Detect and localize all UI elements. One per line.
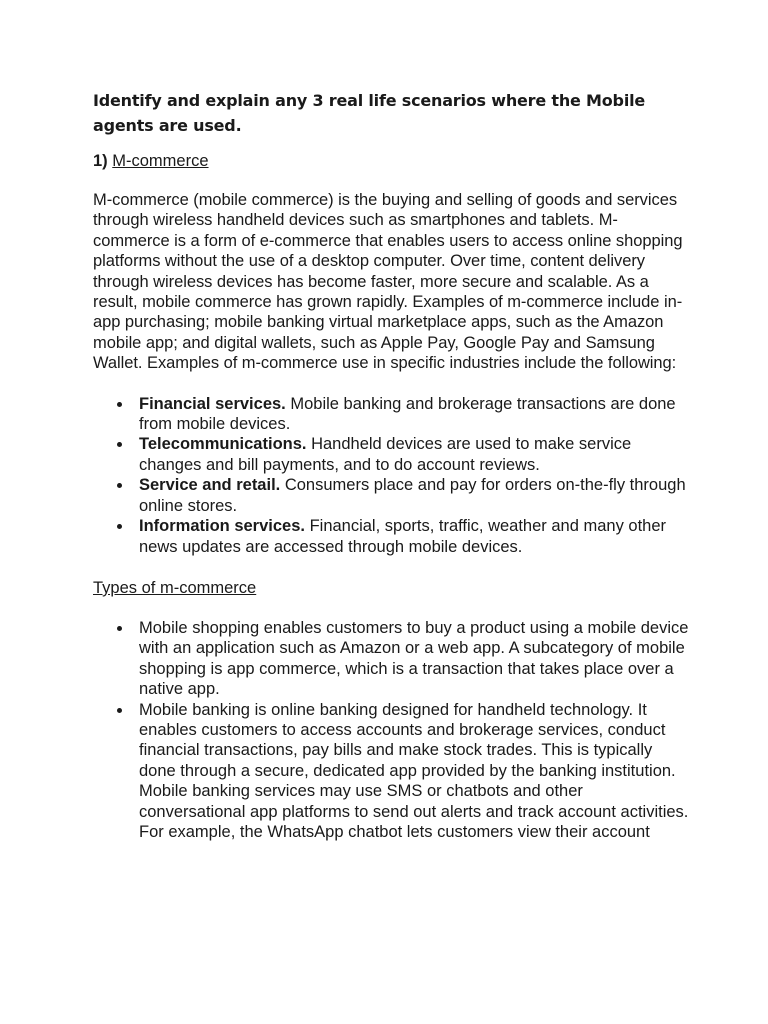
type-text: Mobile banking is online banking designed for handheld technology. It enables customers to access accounts and brokerage services, conduct financial transactions, pay bills and make stock trades. This is typically done through a secure, dedicated app provided by the banking institution. Mobile banking services may use SMS or chatbots and other conversational app platforms to send out alerts and track account activities. For example, the WhatsApp chatbot lets customers view their account [139,700,689,841]
industry-term: Service and retail. [139,476,281,495]
section-title: M-commerce [112,152,209,170]
list-item [93,516,693,557]
industry-text: Financial, sports, traffic, weather and many other news updates are accessed through mobile devices. [139,517,667,556]
bullet-icon [117,402,122,407]
industry-text: Handheld devices are used to make service changes and bill payments, and to do account reviews. [139,435,632,474]
document-page [93,88,693,842]
types-list [93,618,693,842]
bullet-icon [117,524,122,529]
section-heading-m-commerce [93,151,693,171]
industry-term: Telecommunications. [139,435,307,454]
bullet-icon [117,708,122,713]
list-item [93,434,693,475]
bullet-icon [117,626,122,631]
question-heading: Identify and explain any 3 real life scenarios where the Mobile agents are used. [93,91,646,135]
industry-text: Mobile banking and brokerage transactions are done from mobile devices. [139,394,676,434]
bullet-icon [117,442,122,447]
list-item [93,394,693,435]
list-item [93,700,693,843]
industry-term: Information services. [139,517,305,536]
industry-text: Consumers place and pay for orders on-the-fly through online stores. [139,476,686,515]
section-number: 1) [93,152,113,170]
intro-paragraph: M-commerce (mobile commerce) is the buying and selling of goods and services through wireless handheld devices such as smartphones and tablets. M-commerce is a form of e-commerce that enables users to access online shopping platforms without the use of a desktop computer. Over time, content delivery through wireless devices has become faster, more secure and scalable. As a result, mobile commerce has grown rapidly. Examples of m-commerce include in-app purchasing; mobile banking virtual marketplace apps, such as the Amazon mobile app; and digital wallets, such as Apple Pay, Google Pay and Samsung Wallet. Examples of m-commerce use in specific industries include the following: [93,191,683,373]
list-item [93,618,693,700]
type-text: Mobile shopping enables customers to buy a product using a mobile device with an application such as Amazon or a web app. A subcategory of mobile shopping is app commerce, which is a transaction that takes place over a native app. [139,618,689,699]
types-heading: Types of m-commerce [93,578,257,597]
industries-list [93,394,693,557]
industry-term: Financial services. [139,394,286,413]
bullet-icon [117,483,122,488]
list-item [93,475,693,516]
